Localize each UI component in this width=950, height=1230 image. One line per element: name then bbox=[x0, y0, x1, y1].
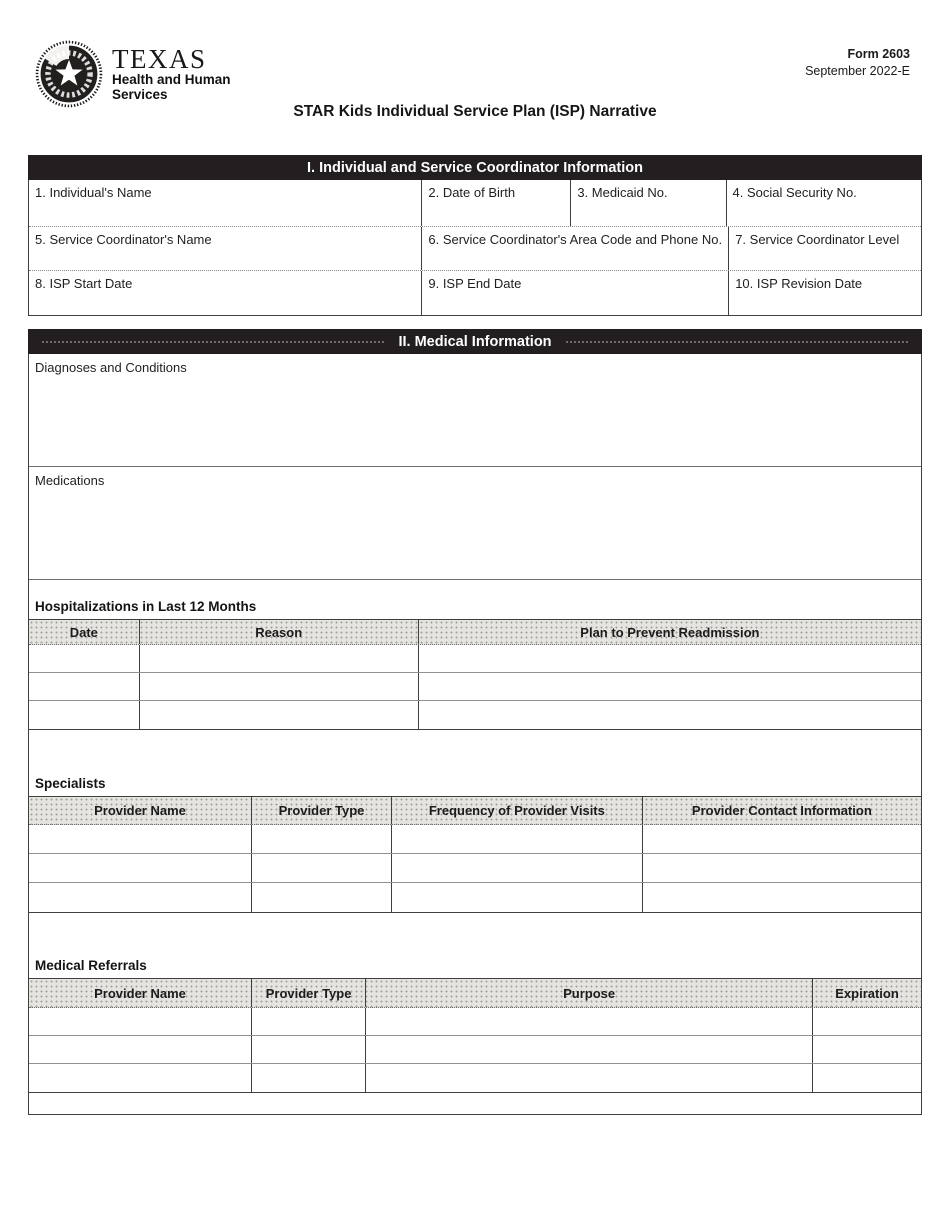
hospitalization-plan-cell[interactable] bbox=[419, 645, 921, 672]
dotted-leader-right bbox=[566, 341, 908, 343]
column-header-expiration: Expiration bbox=[835, 985, 899, 1001]
field-label: 8. ISP Start Date bbox=[35, 276, 133, 291]
field-service-coordinator-phone[interactable] bbox=[422, 227, 729, 270]
specialist-frequency-cell[interactable] bbox=[392, 883, 643, 912]
field-label: 4. Social Security No. bbox=[732, 185, 857, 200]
texas-hhs-logo bbox=[35, 40, 231, 108]
hospitalizations-header-row bbox=[29, 620, 921, 645]
specialist-provider-name-cell[interactable] bbox=[29, 883, 252, 912]
dotted-leader-left bbox=[42, 341, 384, 343]
field-isp-start-date[interactable] bbox=[29, 271, 422, 315]
field-social-security-no[interactable] bbox=[727, 180, 921, 226]
field-label: Diagnoses and Conditions bbox=[35, 360, 187, 375]
specialists-label: Specialists bbox=[35, 776, 106, 791]
field-individuals-name[interactable] bbox=[29, 180, 422, 226]
field-label: 1. Individual's Name bbox=[35, 185, 152, 200]
referral-expiration-cell[interactable] bbox=[813, 1008, 921, 1035]
logo-org-name: TEXAS bbox=[112, 43, 207, 74]
field-medications[interactable] bbox=[29, 467, 921, 580]
field-isp-end-date[interactable] bbox=[422, 271, 729, 315]
section1-row-1 bbox=[29, 180, 921, 227]
logo-dept-line2: Services bbox=[112, 86, 168, 102]
field-medicaid-no[interactable] bbox=[571, 180, 726, 226]
medical-referrals-header-row bbox=[29, 979, 921, 1008]
referral-provider-name-cell[interactable] bbox=[29, 1036, 252, 1063]
field-label: Medications bbox=[35, 473, 105, 488]
hospitalizations-row bbox=[29, 701, 921, 729]
page-header bbox=[0, 0, 950, 155]
section1-heading: I. Individual and Service Coordinator Information bbox=[307, 159, 643, 176]
specialists-row bbox=[29, 825, 921, 854]
specialist-provider-name-cell[interactable] bbox=[29, 825, 252, 853]
medical-referrals-row bbox=[29, 1036, 921, 1064]
column-header-reason: Reason bbox=[140, 620, 419, 644]
hospitalization-date-cell[interactable] bbox=[29, 701, 140, 729]
section2-header-bar bbox=[28, 329, 922, 354]
specialist-provider-type-cell[interactable] bbox=[252, 854, 392, 882]
referral-provider-name-cell[interactable] bbox=[29, 1008, 252, 1035]
specialist-frequency-cell[interactable] bbox=[392, 825, 643, 853]
section1-table bbox=[28, 180, 922, 316]
form-number: Form 2603 bbox=[847, 47, 910, 61]
hospitalization-reason-cell[interactable] bbox=[140, 645, 419, 672]
field-date-of-birth[interactable] bbox=[422, 180, 571, 226]
section1-header-bar bbox=[28, 155, 922, 180]
field-label: 5. Service Coordinator's Name bbox=[35, 232, 212, 247]
form-body bbox=[28, 155, 922, 1115]
specialist-frequency-cell[interactable] bbox=[392, 854, 643, 882]
referral-provider-type-cell[interactable] bbox=[252, 1008, 366, 1035]
section-gap bbox=[28, 316, 922, 329]
referral-provider-type-cell[interactable] bbox=[252, 1064, 366, 1092]
specialist-contact-cell[interactable] bbox=[643, 854, 921, 882]
hospitalizations-row bbox=[29, 673, 921, 701]
field-label: 3. Medicaid No. bbox=[577, 185, 668, 200]
field-service-coordinator-name[interactable] bbox=[29, 227, 422, 270]
hospitalization-plan-cell[interactable] bbox=[419, 701, 921, 729]
referral-purpose-cell[interactable] bbox=[366, 1008, 813, 1035]
form-title: STAR Kids Individual Service Plan (ISP) Narrative bbox=[293, 103, 657, 120]
section1-row-2 bbox=[29, 227, 921, 271]
field-label: 6. Service Coordinator's Area Code and Phone No. bbox=[428, 232, 723, 247]
section2-empty-area bbox=[29, 1093, 921, 1114]
field-label: 10. ISP Revision Date bbox=[735, 276, 863, 291]
section2-heading: II. Medical Information bbox=[398, 333, 552, 350]
medical-referrals-row bbox=[29, 1008, 921, 1036]
hospitalization-reason-cell[interactable] bbox=[140, 701, 419, 729]
hospitalization-date-cell[interactable] bbox=[29, 645, 140, 672]
specialist-provider-name-cell[interactable] bbox=[29, 854, 252, 882]
field-label: 9. ISP End Date bbox=[428, 276, 522, 291]
specialist-provider-type-cell[interactable] bbox=[252, 883, 392, 912]
specialists-row bbox=[29, 854, 921, 883]
hospitalizations-label: Hospitalizations in Last 12 Months bbox=[35, 599, 257, 614]
column-header-provider-name: Provider Name bbox=[29, 797, 252, 824]
field-service-coordinator-level[interactable] bbox=[729, 227, 921, 270]
section1-row-3 bbox=[29, 271, 921, 315]
column-header-purpose: Purpose bbox=[366, 979, 813, 1007]
specialists-header-row bbox=[29, 797, 921, 825]
referral-purpose-cell[interactable] bbox=[366, 1064, 813, 1092]
hospitalizations-row bbox=[29, 645, 921, 673]
logo-text bbox=[112, 43, 231, 103]
hospitalization-plan-cell[interactable] bbox=[419, 673, 921, 700]
referral-provider-name-cell[interactable] bbox=[29, 1064, 252, 1092]
specialists-table bbox=[29, 796, 921, 913]
column-header-date: Date bbox=[29, 620, 140, 644]
medical-referrals-table bbox=[29, 978, 921, 1093]
texas-state-seal-icon bbox=[35, 40, 103, 108]
column-header-provider-type: Provider Type bbox=[252, 979, 366, 1007]
logo-dept-line1: Health and Human bbox=[112, 71, 231, 87]
field-isp-revision-date[interactable] bbox=[729, 271, 921, 315]
hospitalization-reason-cell[interactable] bbox=[140, 673, 419, 700]
column-header-plan-to-prevent-readmission: Plan to Prevent Readmission bbox=[580, 624, 760, 640]
referral-purpose-cell[interactable] bbox=[366, 1036, 813, 1063]
hospitalization-date-cell[interactable] bbox=[29, 673, 140, 700]
form-revision-date: September 2022-E bbox=[805, 63, 910, 78]
column-header-provider-name: Provider Name bbox=[29, 979, 252, 1007]
specialist-provider-type-cell[interactable] bbox=[252, 825, 392, 853]
field-label: 7. Service Coordinator Level bbox=[735, 232, 900, 247]
referral-provider-type-cell[interactable] bbox=[252, 1036, 366, 1063]
medical-referrals-row bbox=[29, 1064, 921, 1092]
column-header-frequency-of-provider-visits: Frequency of Provider Visits bbox=[392, 797, 643, 824]
referral-expiration-cell[interactable] bbox=[813, 1036, 921, 1063]
field-diagnoses-and-conditions[interactable] bbox=[29, 354, 921, 467]
column-header-provider-contact-information: Provider Contact Information bbox=[691, 803, 872, 818]
column-header-provider-type: Provider Type bbox=[252, 797, 392, 824]
section2-box bbox=[28, 354, 922, 1115]
field-label: 2. Date of Birth bbox=[428, 185, 516, 200]
hospitalizations-table bbox=[29, 619, 921, 730]
specialist-contact-cell[interactable] bbox=[643, 825, 921, 853]
form-meta bbox=[805, 46, 910, 80]
medical-referrals-label: Medical Referrals bbox=[35, 958, 147, 973]
specialists-row bbox=[29, 883, 921, 912]
specialist-contact-cell[interactable] bbox=[643, 883, 921, 912]
referral-expiration-cell[interactable] bbox=[813, 1064, 921, 1092]
